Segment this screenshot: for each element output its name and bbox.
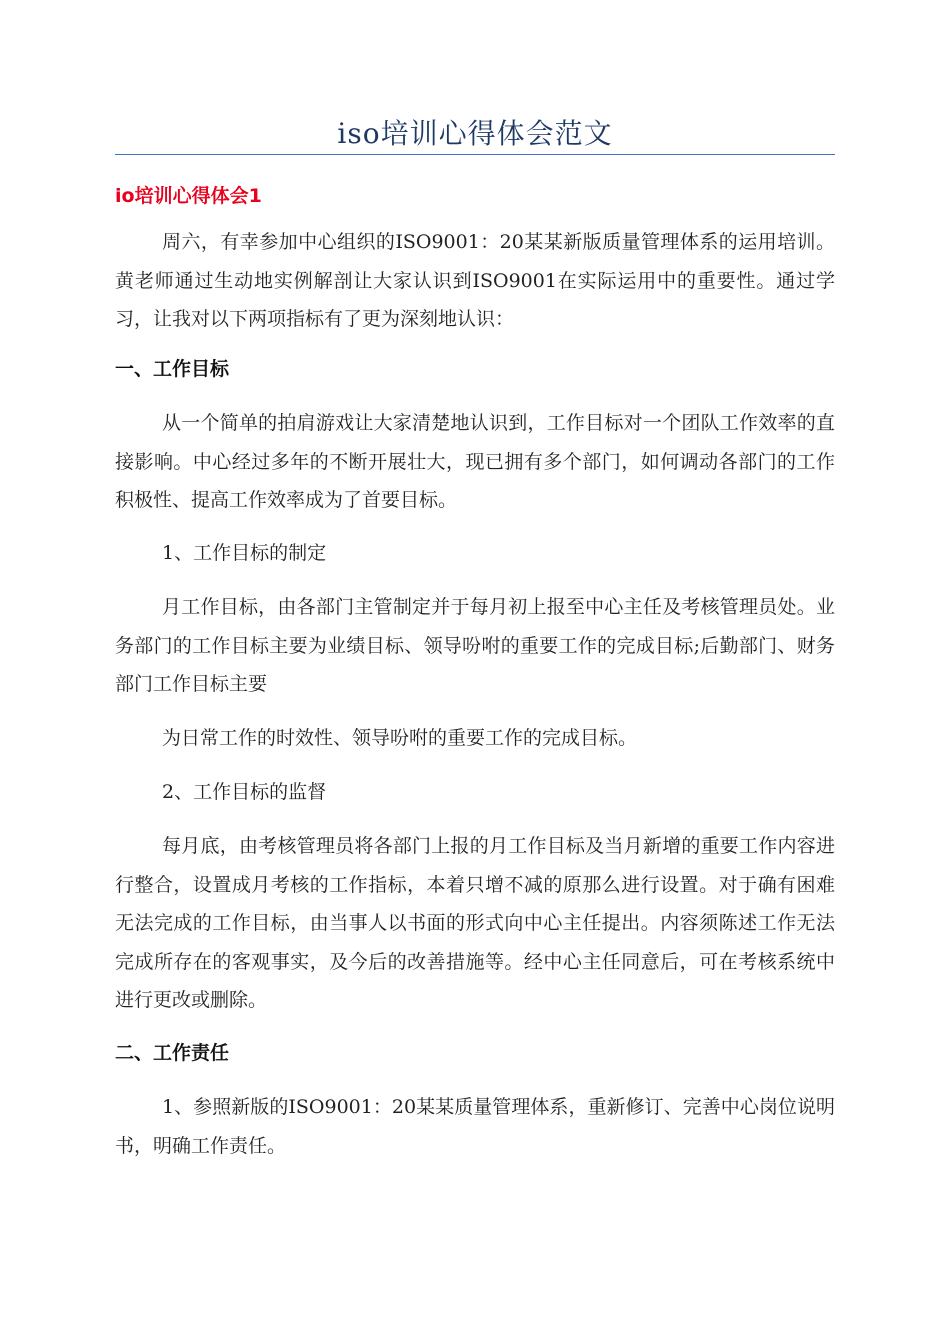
heading-work-responsibility: 二、工作责任 [115,1042,230,1064]
paragraph-work-goals: 从一个简单的拍肩游戏让大家清楚地认识到，工作目标对一个团队工作效率的直接影响。中心经过多年的不断开展壮大，现已拥有多个部门，如何调动各部门的工作积极性、提高工作效率成为了首要目标。 [115,412,835,511]
section-title: io培训心得体会1 [115,185,262,207]
paragraph-goal-supervision: 每月底，由考核管理员将各部门上报的月工作目标及当月新增的重要工作内容进行整合，设置成月考核的工作指标，本着只增不减的原那么进行设置。对于确有困难无法完成的工作目标，由当事人以书面的形式向中心主任提出。内容须陈述工作无法完成所存在的客观事实，及今后的改善措施等。经中心主任同意后，可在考核系统中进行更改或删除。 [115,835,835,1011]
document-title: iso培训心得体会范文 [337,117,613,150]
paragraph-intro: 周六，有幸参加中心组织的ISO9001：20某某新版质量管理体系的运用培训。黄老师通过生动地实例解剖让大家认识到ISO9001在实际运用中的重要性。通过学习，让我对以下两项指标有了更为深刻地认识： [115,231,835,330]
subheading-goal-setting: 1、工作目标的制定 [162,542,327,564]
paragraph-goal-setting-continued: 为日常工作的时效性、领导吩咐的重要工作的完成目标。 [162,727,638,749]
paragraph-work-responsibility: 1、参照新版的ISO9001：20某某质量管理体系，重新修订、完善中心岗位说明书，明确工作责任。 [115,1096,835,1157]
subheading-goal-supervision: 2、工作目标的监督 [162,781,327,803]
heading-work-goals: 一、工作目标 [115,358,230,380]
title-underline [115,154,835,155]
paragraph-goal-setting: 月工作目标，由各部门主管制定并于每月初上报至中心主任及考核管理员处。业务部门的工作目标主要为业绩目标、领导吩咐的重要工作的完成目标;后勤部门、财务部门工作目标主要 [115,596,835,695]
